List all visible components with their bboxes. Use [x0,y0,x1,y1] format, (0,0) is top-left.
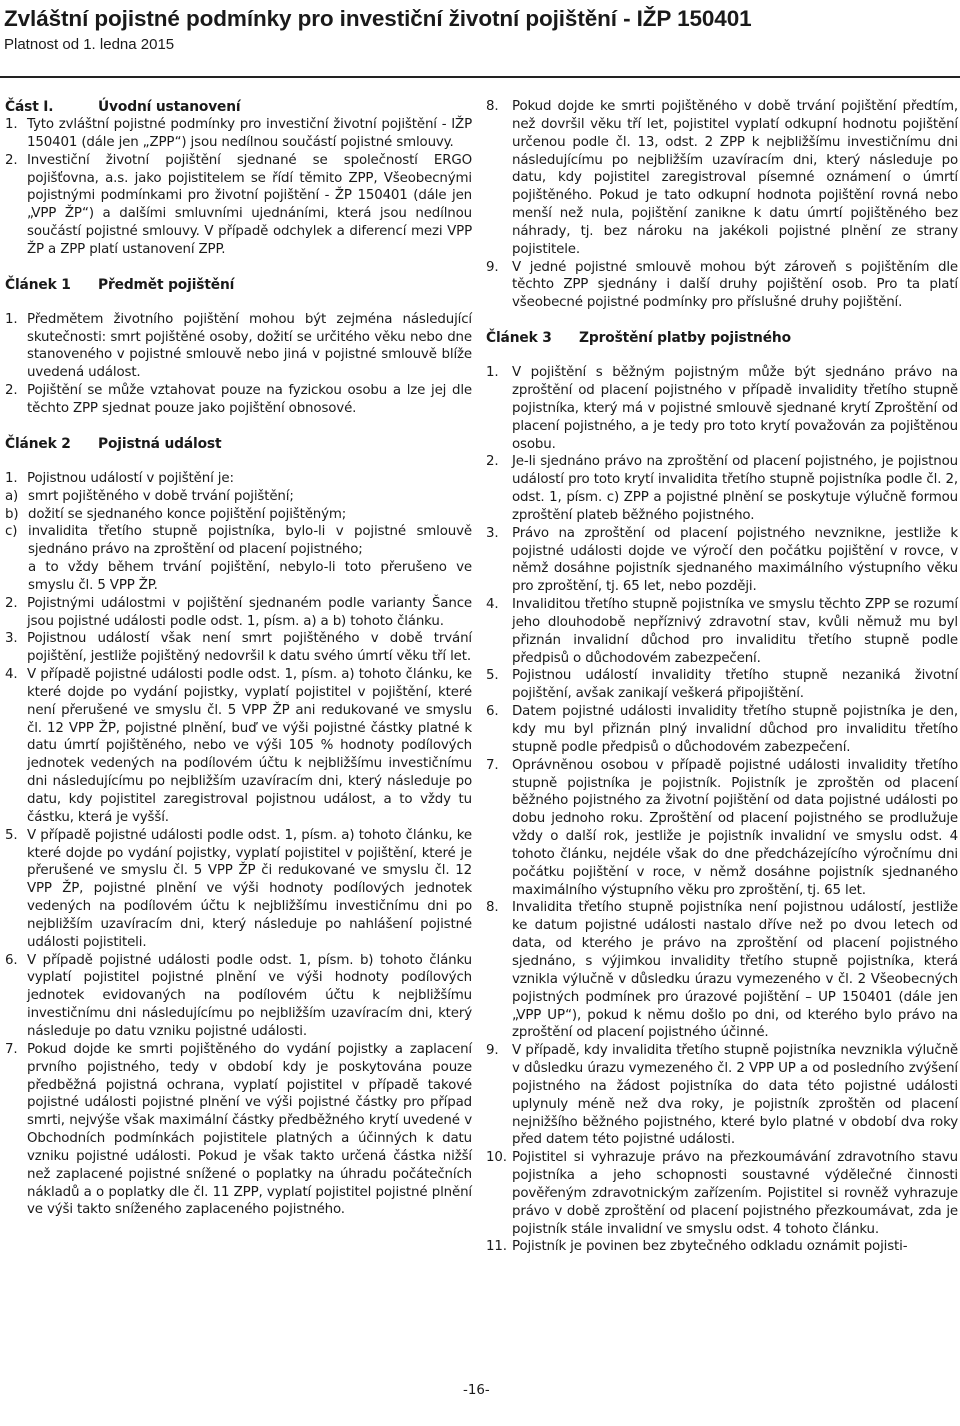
list-item [486,364,958,453]
sub-item-text: invalidita třetího stupně pojistníka, bylo-li v pojistné smlouvě sjednáno právo na zproštění od placení pojistného; [28,524,472,558]
list-item [5,952,472,1041]
article-3-label: Článek 3 [486,330,552,347]
list-item [486,1149,958,1238]
list-item [5,152,472,259]
list-item [486,1238,958,1256]
item-text: Oprávněnou osobou v případě pojistné události invalidity třetího stupně pojistníka je pojistník. Pojistník je zproštěn od placení běžného pojistného za životní pojištění od data pojistné události po dobu jednoho roku. Zproštění od placení pojistného se prodlužuje vždy o další rok, jestliže je pojistník invalidní ve smyslu odst. 4 tohoto článku, nejdéle však do dne předcházejícího výročnímu dni počátku pojištění v roce, v němž dosáhne pojistník sjednaného maximálního výstupního věku pro zproštění, tj. 65 let. [512,757,958,898]
list-item [5,470,472,488]
item-number: 3. [486,525,499,541]
item-text: Pokud dojde ke smrti pojištěného v době trvání pojištění předtím, než dovršil věku tří let, pojistitel vyplatí odkupní hodnotu pojištění určenou podle čl. 13, odst. 2 ZPP k nejbližšímu investičnímu dni následujícímu po nejbližším uzavíracím dni, který následuje po datu, kdy pojistitel zaregistroval písemné oznámení o úmrtí pojištěného. Pokud je tato odkupní hodnota pojištění rovná nebo menší než nula, pojištění zanikne k datu úmrtí pojištěného bez náhrady, tj. bez nároku na jakékoli pojistné plnění ze strany pojistitele. [512,99,958,257]
list-item [5,1041,472,1219]
item-number: 2. [5,383,18,399]
item-number: 1. [5,117,18,132]
item-text: Pokud dojde ke smrti pojištěného do vydání pojistky a zaplacení prvního pojistného, tedy v období kdy je poskytována pouze předběžná pojistná ochrana, vyplatí pojistitel v případě takové pojistné události pojistné plnění ve výši pojistné částky pro případ smrti, nejvýše však maximální částky předběžného krytí uvedené v Obchodních podmínkách pojistitele platných a účinných k datu vzniku pojistné události. Pokud je však takto určená částka nižší než zaplacené pojistné snížené o poplatky na úhradu počátečních nákladů a o poplatky dle čl. 11 ZPP, vyplatí pojistitel pojistné plnění ve výši takto sníženého zaplaceného pojistného. [27,1041,472,1218]
item-text: V pojištění s běžným pojistným může být sjednáno právo na zproštění od placení pojistného v případě invalidity třetího stupně pojistníka, který má v pojistné smlouvě sjednané krytí Zproštění od placení pojistného, a je tedy pro toto krytí považován za pojištěnou osobu. [512,365,958,452]
part-one-label: Část I. [5,99,54,115]
item-text: V jedné pojistné smlouvě mohou být zároveň s pojištěním dle těchto ZPP sjednány i další druhy pojištění osob. Pro ta platí všeobecné pojistné podmínky pro příslušné druhy pojištění. [512,259,958,311]
item-number: 2. [5,595,18,611]
item-number: 7. [5,1041,18,1057]
item-number: 8. [486,99,499,114]
article-3-title: Zproštění platby pojistného [579,330,791,347]
document-header [4,4,954,55]
item-text: V případě pojistné události podle odst. 1, písm. b) tohoto článku vyplatí pojistitel pojistné plnění ve výši hodnoty podílových jednotek evidovaných na podílovém účtu k nejbližšímu investičnímu dni následujícímu po nejbližším uzavíracím dni, který následuje po datu vzniku pojistné události. [27,952,472,1039]
item-text: Datem pojistné události invalidity třetího stupně pojistníka je den, kdy mu byl přiznán plný invalidní důchod pro invaliditu třetího stupně podle předpisů o důchodovém zabezpečení. [512,704,958,755]
item-number: 7. [486,757,499,773]
article-3-heading [486,329,958,347]
item-text: V případě pojistné události podle odst. 1, písm. a) tohoto článku, ke které dojde po vydání pojistky, vyplatí pojistitel v pojištění, které je přerušené ve smyslu čl. 5 VPP ŽP či redukované ve smyslu čl. 12 VPP ŽP, pojistné plnění ve výši hodnoty podílových jednotek vedených na podílovém účtu k nejbližšímu investičnímu dni po nejbližším uzavíracím dni, který následuje po nahlášení pojistné události pojistiteli. [27,827,472,950]
part-one-title: Úvodní ustanovení [98,99,241,115]
item-text: Pojistnou událostí v pojištění je: [27,470,234,486]
list-item [486,98,958,259]
list-item [5,382,472,418]
item-text: Pojistnou událostí invalidity třetího stupně nezaniká životní pojištění, avšak zanikají veškerá připojištění. [512,668,958,702]
item-text: Pojištění se může vztahovat pouze na fyzickou osobu a lze jej dle těchto ZPP sjednat pouze jako pojištění obnosové. [27,383,472,416]
list-item [5,311,472,382]
item-text: Pojistnou událostí však není smrt pojištěného v době trvání pojištění, jestliže pojištěný nedovršil k datu svého úmrtí věku tří let. [27,631,472,665]
item-text: Tyto zvláštní pojistné podmínky pro investiční životní pojištění - IŽP 150401 (dále jen „ZPP“) jsou nedílnou součástí pojistné smlouvy. [27,117,472,150]
item-text: Je-li sjednáno právo na zproštění od placení pojistného, je pojistnou událostí pro toto krytí invalidita třetího stupně pojistníka podle čl. 2, odst. 1, písm. c) ZPP a pojistné plnění se poskytuje výlučně formou zproštění plateb běžného pojistného. [512,454,958,523]
list-item [486,757,958,900]
list-item [5,116,472,152]
article-2-title: Pojistná událost [98,435,222,452]
sub-item-letter: b) [5,506,19,522]
item-number: 5. [486,668,499,684]
article-1-heading [5,276,472,294]
item-number: 5. [5,827,18,843]
item-number: 1. [5,311,18,327]
item-text: Právo na zproštění od placení pojistného nevznikne, jestliže k pojistné události dojde ve výročí den počátku pojištění v rovce, v němž dosáhne pojistník sjednaného maximálního výstupního věku pro zproštění, tj. 65 let, nebo později. [512,525,958,595]
item-number: 1. [486,365,499,381]
list-item [5,595,472,631]
item-text: Invalidita třetího stupně pojistníka není pojistnou událostí, jestliže ke datum pojistné události nastalo dříve než po dvou letech od data, od kterého je právo na zproštění od placení pojistného sjednáno, s výjimkou invalidity třetího stupně pojistníka, která vznikla výlučně v důsledku úrazu vymezeného v čl. 2 Všeobecných pojistných podmínek pro úrazové pojištění – UP 150401 (dále jen „VPP UP“), pokud k němu došlo po dni, od kterého bylo právo na zproštění od placení pojistného účinné. [512,900,958,1041]
sub-item [5,523,472,559]
sub-item [5,488,472,506]
left-column [5,98,472,1219]
list-item [486,667,958,703]
sub-item-continuation: a to vždy během trvání pojištění, nebylo-li toto přerušeno ve smyslu čl. 5 VPP ŽP. [28,560,472,593]
header-divider [0,76,960,78]
list-item [5,666,472,827]
document-title: Zvláštní pojistné podmínky pro investiční životní pojištění - IŽP 150401 [4,6,752,31]
sub-item [5,506,472,524]
list-item [486,259,958,313]
article-1-title: Předmět pojištění [98,276,235,293]
item-number: 9. [486,259,499,275]
item-text: Investiční životní pojištění sjednané se společností ERGO pojišťovna, a.s. jako pojistitelem se řídí těmito ZPP, Všeobecnými pojistnými podmínkami pro životní pojištění - ŽP 150401 (dále jen „VPP ŽP“) a dalšími smluvními ujednáními, která jsou nedílnou součástí pojistné smlouvy. V případě odchylek a diferencí mezi VPP ŽP a ZPP platí ustanovení ZPP. [27,152,472,257]
list-item [486,596,958,667]
item-number: 9. [486,1043,499,1059]
item-number: 8. [486,900,499,916]
sub-item-text: dožití se sjednaného konce pojištění pojištěným; [28,506,347,522]
item-number: 6. [5,952,18,968]
list-item [5,827,472,952]
article-2-label: Článek 2 [5,435,71,452]
item-text: Invaliditou třetího stupně pojistníka ve smyslu těchto ZPP se rozumí jeho dlouhodobě nepříznivý zdravotní stav, kvůli němuž mu byl přiznán invalidní důchod pro invaliditu třetího stupně podle předpisů o důchodovém zabezpečení. [512,597,958,666]
item-number: 4. [486,597,499,613]
item-number: 6. [486,704,499,720]
list-item [486,525,958,596]
right-column [486,98,958,1256]
item-number: 3. [5,631,18,647]
item-text: Pojistitel si vyhrazuje právo na přezkoumávání zdravotního stavu pojistníka a jeho schopnosti soustavné výdělečné činnosti pověřeným zdravotnickým zařízením. Pojistitel si rovněž vyhrazuje právo v době zproštění od placení pojistného přezkoumávat, zda je pojistník stále invalidní ve smyslu odst. 4 tohoto článku. [512,1150,958,1237]
item-number: 2. [5,152,18,168]
item-number: 11. [486,1239,507,1255]
article-2-heading [5,435,472,453]
list-item [486,899,958,1042]
sub-item-letter: c) [5,524,18,540]
item-number: 4. [5,667,18,683]
item-number: 1. [5,470,18,486]
page-number: -16- [463,1383,490,1398]
document-validity: Platnost od 1. ledna 2015 [4,36,175,53]
list-item [5,630,472,666]
list-item [486,1042,958,1149]
item-text: Pojistník je povinen bez zbytečného odkladu oznámit pojisti- [512,1239,908,1255]
article-1-label: Článek 1 [5,276,71,293]
list-item [486,703,958,757]
item-text: Pojistnými událostmi v pojištění sjednaném podle varianty Šance jsou pojistné události podle odst. 1, písm. a) a b) tohoto článku. [27,595,472,629]
item-text: Předmětem životního pojištění mohou být zejména následující skutečnosti: smrt pojištěné osoby, dožití se určitého věku nebo dne stanoveného v pojistné smlouvě nebo jiná v pojistné smlouvě blíže uvedená událost. [27,311,472,381]
item-number: 2. [486,454,499,470]
sub-item-letter: a) [5,488,19,504]
item-number: 10. [486,1150,507,1166]
item-text: V případě pojistné události podle odst. 1, písm. a) tohoto článku, ke které dojde po vydání pojistky, vyplatí pojistitel v pojištění, které není přerušené ve smyslu čl. 5 VPP ŽP ani redukované ve smyslu čl. 12 VPP ŽP, pojistné plnění, buď ve výši pojistné částky platné k datu úmrtí pojištěného, nebo ve výši 105 % hodnoty podílových jednotek vedených na podílovém účtu k nejbližšímu investičnímu dni následujícímu po nejbližším uzavíracím dni, který následuje po datu, kdy pojistitel zaregistroval pojistnou událost, a to vždy tu částku, která je vyšší. [27,667,472,825]
list-item [486,453,958,524]
part-one-heading [5,98,472,116]
sub-item-text: smrt pojištěného v době trvání pojištění; [28,488,294,504]
item-text: V případě, kdy invalidita třetího stupně pojistníka nevznikla výlučně v důsledku úrazu vymezeného čl. 2 VPP UP a od posledního zvýšení pojistného na žádost pojistníka do data této pojistné události uplynuly méně než dva roky, je pojistník zproštěn od placení nejnižšího běžného pojistného, které bylo platné v období dva roky před datem této pojistné události. [512,1043,958,1148]
